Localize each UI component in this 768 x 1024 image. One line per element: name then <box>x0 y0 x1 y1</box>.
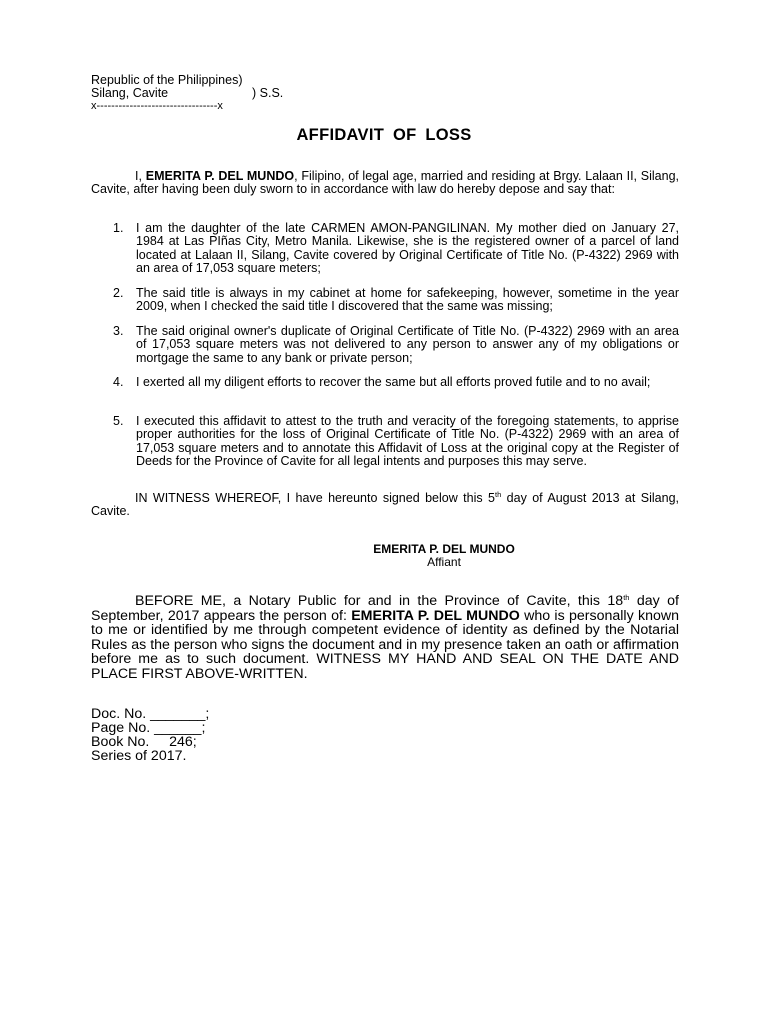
witness-paragraph <box>91 492 679 519</box>
affiant-signature-name: EMERITA P. DEL MUNDO <box>373 542 515 556</box>
header-venue-republic: Republic of the Philippines) <box>91 73 243 87</box>
witness-text: IN WITNESS WHEREOF, I have hereunto signed below this 5 <box>135 491 495 505</box>
intro-paragraph <box>91 170 679 197</box>
header-venue-municipality: Silang, Cavite <box>91 86 169 100</box>
item-text: The said title is always in my cabinet at home for safekeeping, however, sometime in the year 2009, when I checked the said title I discovered that the same was missing; <box>136 286 679 314</box>
item-text: I executed this affidavit to attest to the truth and veracity of the foregoing statements, to apprise proper authorities for the loss of Original Certificate of Title No. (P-4322) 2969 with an area of 17,053 square meters and to annotate this Affidavit of Loss at the original copy at the Register of Deeds for the Province of Cavite for all legal intents and purposes this may serve. <box>136 414 679 468</box>
item-text: I am the daughter of the late CARMEN AMON-PANGILINAN. My mother died on January 27, 1984 at Las PIñas City, Metro Manila. Likewise, she is the registered owner of a parcel of land located at Lalaan II, Silang, Cavite covered by Original Certificate of Title No. (P-4322) 2969 with an area of 17,053 square meters; <box>136 221 679 275</box>
item-number: 4. <box>113 375 124 389</box>
witness-date-place: day of August 2013 at Silang, Cavite. <box>91 491 679 519</box>
affiant-name-inline: EMERITA P. DEL MUNDO <box>351 607 520 624</box>
jurat-text: who is personally known to me or identified by me through competent evidence of identity as defined by the Notarial Rules as the person who signs the document and in my presence taken an oath or affirmation before me as to such document. WITNESS MY HAND AND SEAL ON THE DATE AND PLACE FIRST ABOVE-WRITTEN. <box>91 607 680 682</box>
item-text: I exerted all my diligent efforts to recover the same but all efforts proved futile and to no avail; <box>136 375 651 389</box>
intro-prefix: I, <box>135 169 146 183</box>
jurat-text: BEFORE ME, a Notary Public for and in the Province of Cavite, this 18 <box>135 593 624 609</box>
item-text: The said original owner's duplicate of Original Certificate of Title No. (P-4322) 2969 with an area of 17,053 square meters was not delivered to any person to answer any of my obligations or mortgage the same to any bank or private person; <box>136 324 679 365</box>
header-ss: ) S.S. <box>252 86 284 100</box>
notary-jurat <box>91 594 679 682</box>
header-divider: x---------------------------------x <box>91 100 223 112</box>
series-year: Series of 2017. <box>91 748 187 764</box>
ordinal-suffix: th <box>494 490 502 499</box>
affiant-label: Affiant <box>427 555 461 569</box>
book-number: Book No. 246; <box>91 734 197 750</box>
intro-text: , Filipino, of legal age, married and residing at Brgy. Lalaan II, Silang, Cavite, after having been duly sworn to in accordance with law do hereby depose and say that: <box>91 169 680 197</box>
page-number: Page No. ______; <box>91 720 206 736</box>
item-number: 5. <box>113 414 124 428</box>
jurat-text: day of September, 2017 appears the person of: <box>91 593 679 624</box>
affiant-name-inline: EMERITA P. DEL MUNDO <box>145 169 295 183</box>
item-number: 1. <box>113 221 124 235</box>
doc-number: Doc. No. _______; <box>91 706 210 722</box>
item-number: 2. <box>113 286 124 300</box>
ordinal-suffix: th <box>623 593 630 602</box>
document-title: AFFIDAVIT OF LOSS <box>296 126 472 144</box>
item-number: 3. <box>113 324 124 338</box>
